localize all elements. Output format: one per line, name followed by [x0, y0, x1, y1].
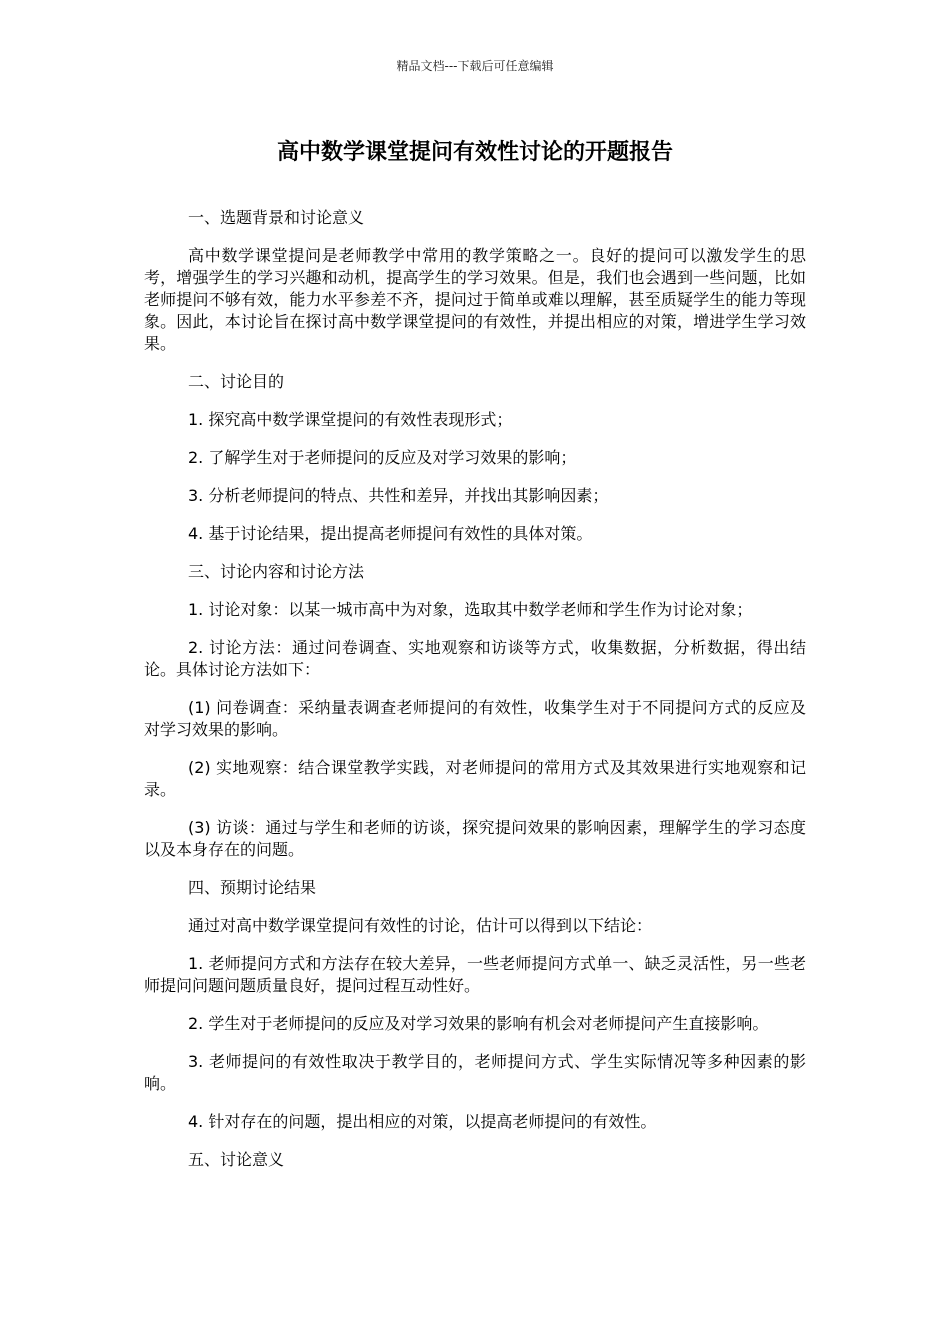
result-item-4: 4. 针对存在的问题，提出相应的对策，以提高老师提问的有效性。	[188, 1112, 657, 1131]
purpose-item-1: 1. 探究高中数学课堂提问的有效性表现形式；	[188, 410, 513, 429]
paragraph-background: 高中数学课堂提问是老师教学中常用的教学策略之一。良好的提问可以激发学生的思考，增强学生的学习兴趣和动机，提高学生的学习效果。但是，我们也会遇到一些问题，比如老师提问不够有效，能力水平参差不齐，提问过于简单或难以理解，甚至质疑学生的能力等现象。因此，本讨论旨在探讨高中数学课堂提问的有效性，并提出相应的对策，增进学生学习效果。	[144, 246, 806, 353]
section-heading-purpose: 二、讨论目的	[188, 372, 285, 391]
purpose-item-2: 2. 了解学生对于老师提问的反应及对学习效果的影响；	[188, 448, 577, 467]
method-subitem-2: (2) 实地观察：结合课堂教学实践，对老师提问的常用方式及其效果进行实地观察和记录。	[144, 758, 806, 799]
section-heading-background: 一、选题背景和讨论意义	[188, 208, 365, 227]
section-heading-significance: 五、讨论意义	[188, 1150, 285, 1169]
document-title: 高中数学课堂提问有效性讨论的开题报告	[276, 140, 673, 165]
result-item-1: 1. 老师提问方式和方法存在较大差异，一些老师提问方式单一、缺乏灵活性，另一些老师提问问题问题质量良好，提问过程互动性好。	[144, 954, 806, 995]
method-subitem-1: (1) 问卷调查：采纳量表调查老师提问的有效性，收集学生对于不同提问方式的反应及对学习效果的影响。	[144, 698, 806, 739]
results-intro: 通过对高中数学课堂提问有效性的讨论，估计可以得到以下结论：	[188, 916, 653, 935]
header-note: 精品文档---下载后可任意编辑	[396, 59, 554, 73]
section-heading-content-method: 三、讨论内容和讨论方法	[188, 562, 365, 581]
document-body	[144, 207, 806, 1187]
method-subitem-3: (3) 访谈：通过与学生和老师的访谈，探究提问效果的影响因素，理解学生的学习态度以及本身存在的问题。	[144, 818, 806, 859]
method-item-1: 1. 讨论对象：以某一城市高中为对象，选取其中数学老师和学生作为讨论对象；	[188, 600, 753, 619]
section-heading-expected-results: 四、预期讨论结果	[188, 878, 317, 897]
result-item-3: 3. 老师提问的有效性取决于教学目的，老师提问方式、学生实际情况等多种因素的影响。	[144, 1052, 806, 1093]
result-item-2: 2. 学生对于老师提问的反应及对学习效果的影响有机会对老师提问产生直接影响。	[188, 1014, 769, 1033]
purpose-item-3: 3. 分析老师提问的特点、共性和差异，并找出其影响因素；	[188, 486, 609, 505]
purpose-item-4: 4. 基于讨论结果，提出提高老师提问有效性的具体对策。	[188, 524, 593, 543]
method-item-2: 2. 讨论方法：通过问卷调查、实地观察和访谈等方式，收集数据，分析数据，得出结论。具体讨论方法如下：	[144, 638, 806, 679]
